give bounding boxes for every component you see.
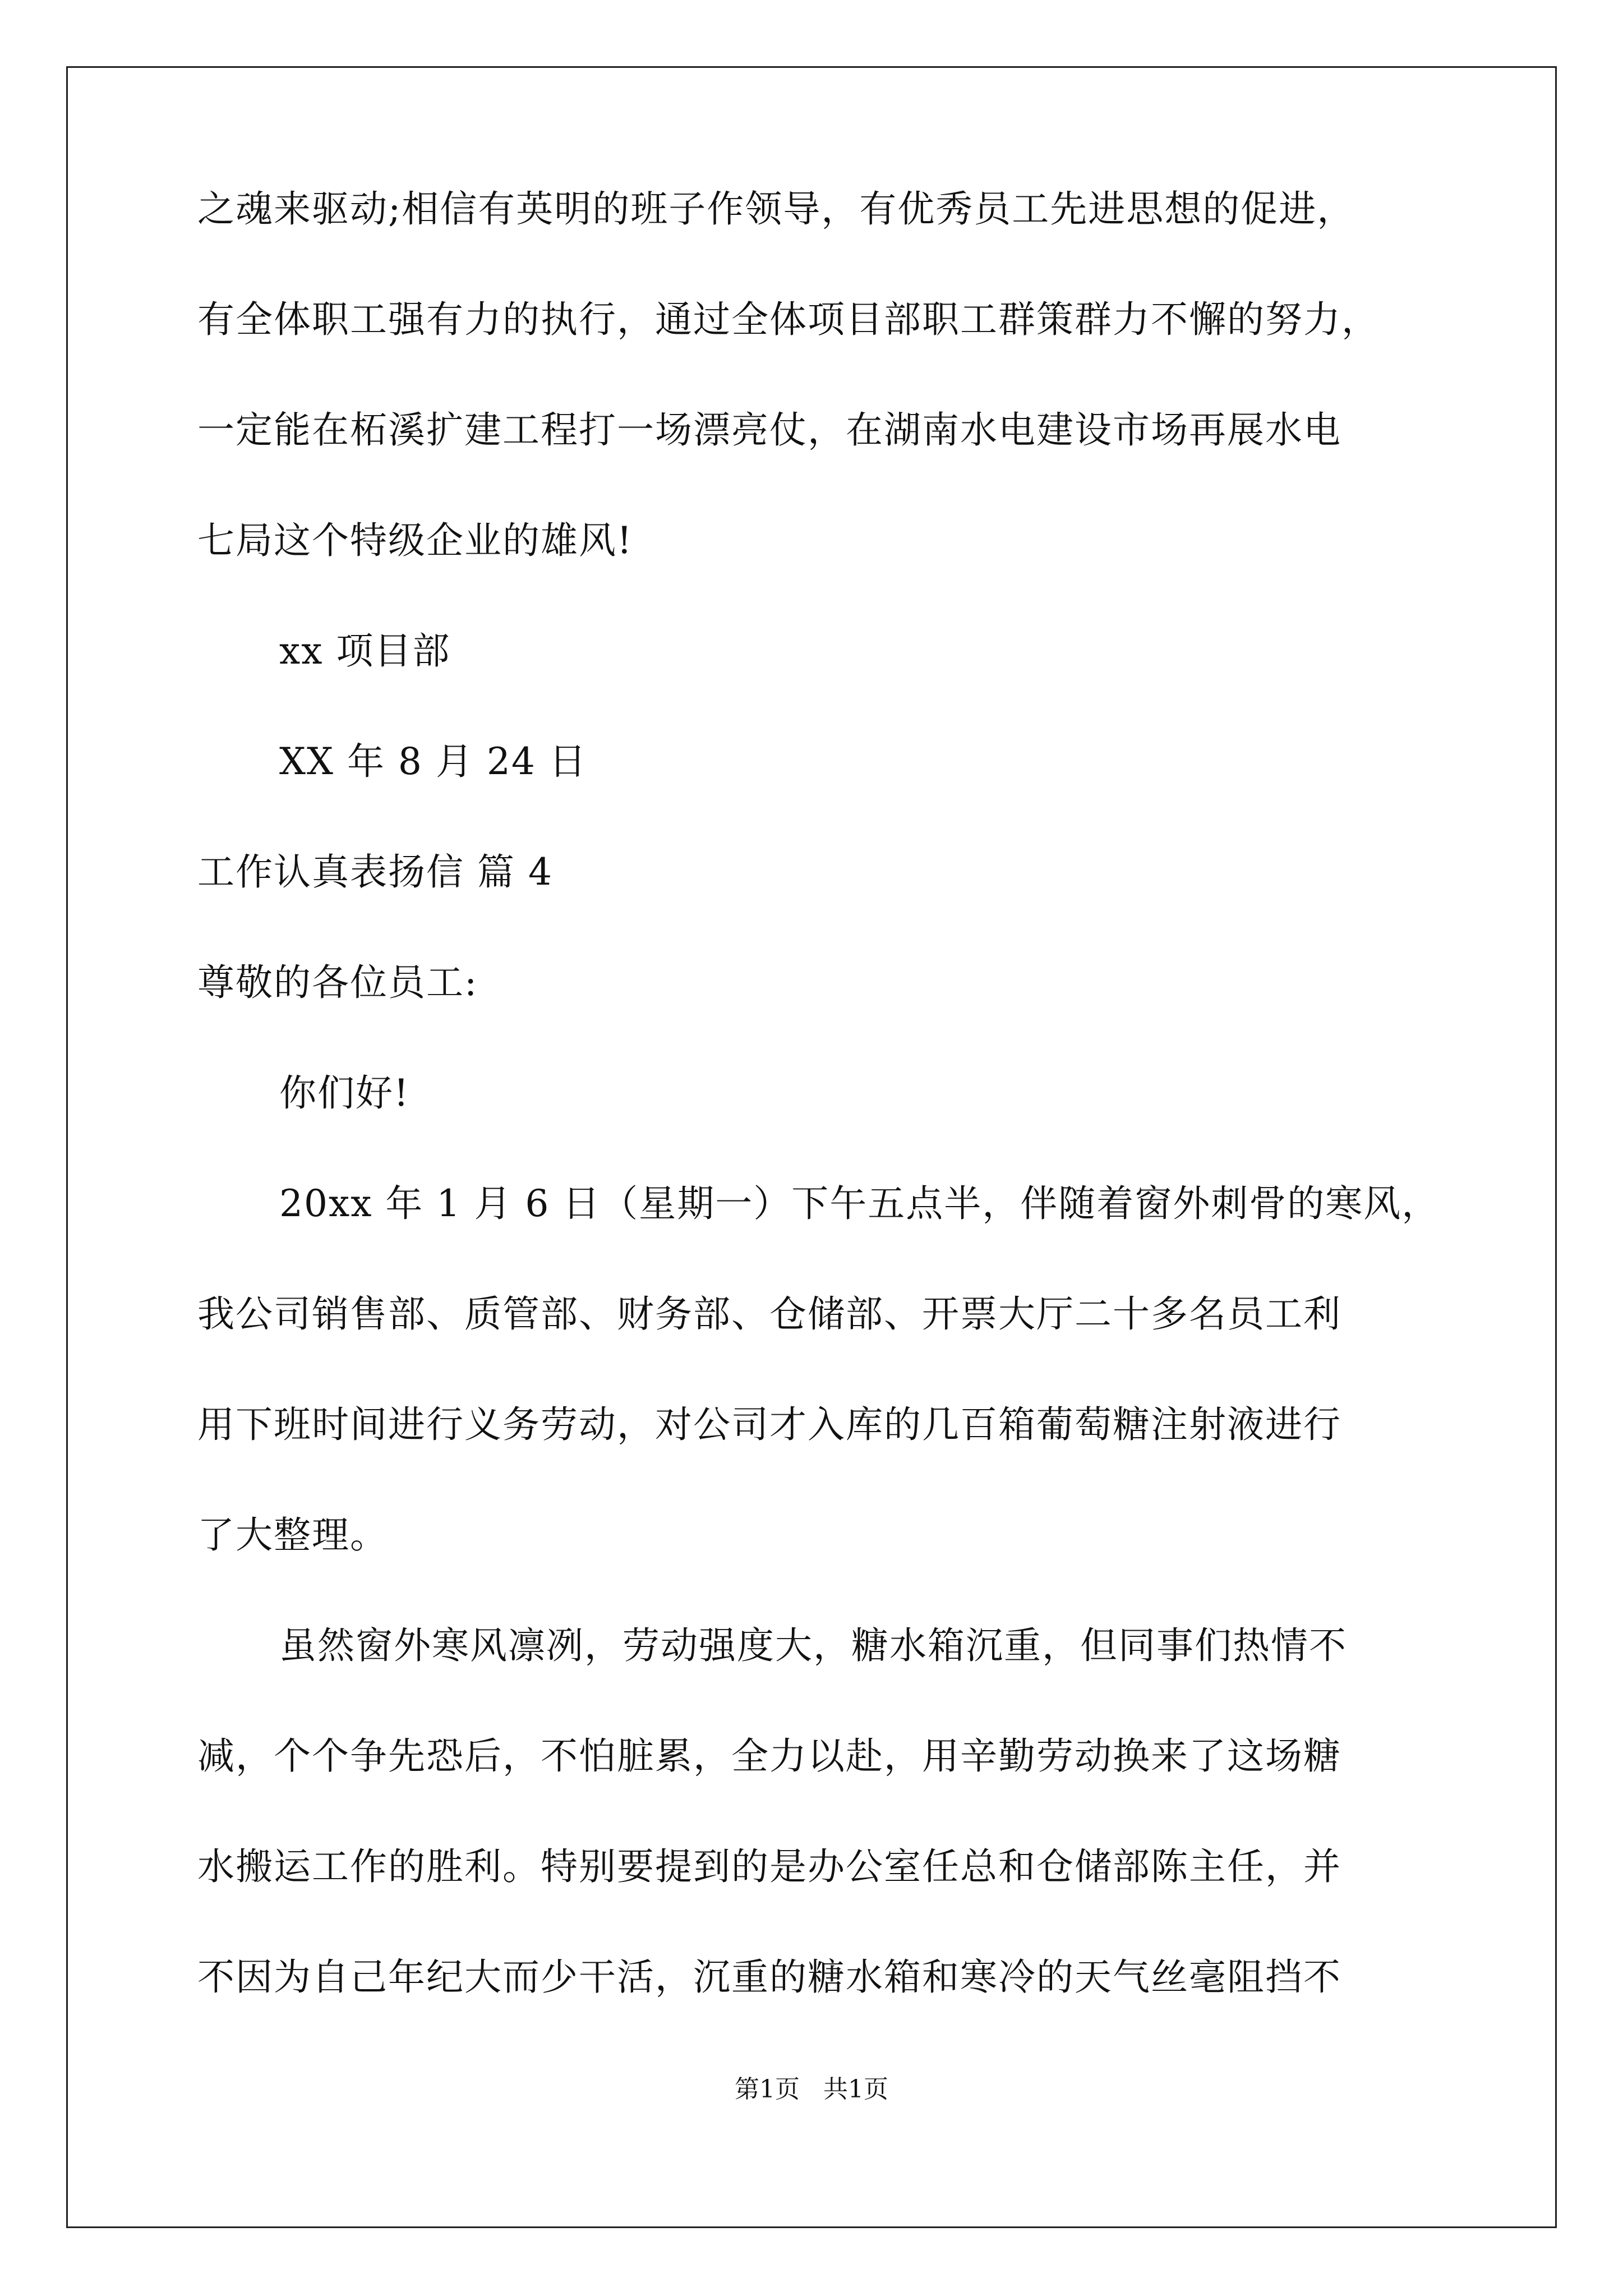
text-line-13: 了大整理。 xyxy=(197,1513,388,1557)
text-line-1: 之魂来驱动;相信有英明的班子作领导，有优秀员工先进思想的促进， xyxy=(197,187,1355,231)
text-line-4: 七局这个特级企业的雄风! xyxy=(197,519,633,562)
page-footer: 第1页 共1页 xyxy=(735,2075,888,2104)
text-line-2: 有全体职工强有力的执行，通过全体项目部职工群策群力不懈的努力， xyxy=(197,298,1380,341)
signature-date: XX 年 8 月 24 日 xyxy=(279,740,587,783)
salutation: 尊敬的各位员工: xyxy=(197,961,478,1004)
signature-department: xx 项目部 xyxy=(279,629,451,673)
text-line-3: 一定能在柘溪扩建工程打一场漂亮仗，在湖南水电建设市场再展水电 xyxy=(197,408,1341,452)
text-line-17: 不因为自己年纪大而少干活，沉重的糖水箱和寒冷的天气丝毫阻挡不 xyxy=(197,1955,1341,1999)
text-line-16: 水搬运工作的胜利。特别要提到的是办公室任总和仓储部陈主任，并 xyxy=(197,1845,1341,1888)
text-line-11: 我公司销售部、质管部、财务部、仓储部、开票大厅二十多名员工利 xyxy=(197,1292,1341,1336)
text-line-12: 用下班时间进行义务劳动，对公司才入库的几百箱葡萄糖注射液进行 xyxy=(197,1403,1341,1446)
text-line-15: 减，个个争先恐后，不怕脏累，全力以赴，用辛勤劳动换来了这场糖 xyxy=(197,1734,1341,1778)
text-line-14: 虽然窗外寒风凛冽，劳动强度大，糖水箱沉重，但同事们热情不 xyxy=(279,1624,1347,1667)
section-heading: 工作认真表扬信 篇 4 xyxy=(197,850,553,894)
greeting: 你们好! xyxy=(279,1071,410,1115)
text-line-10: 20xx 年 1 月 6 日（星期一）下午五点半，伴随着窗外刺骨的寒风， xyxy=(279,1182,1440,1225)
document-body xyxy=(197,187,1454,2069)
